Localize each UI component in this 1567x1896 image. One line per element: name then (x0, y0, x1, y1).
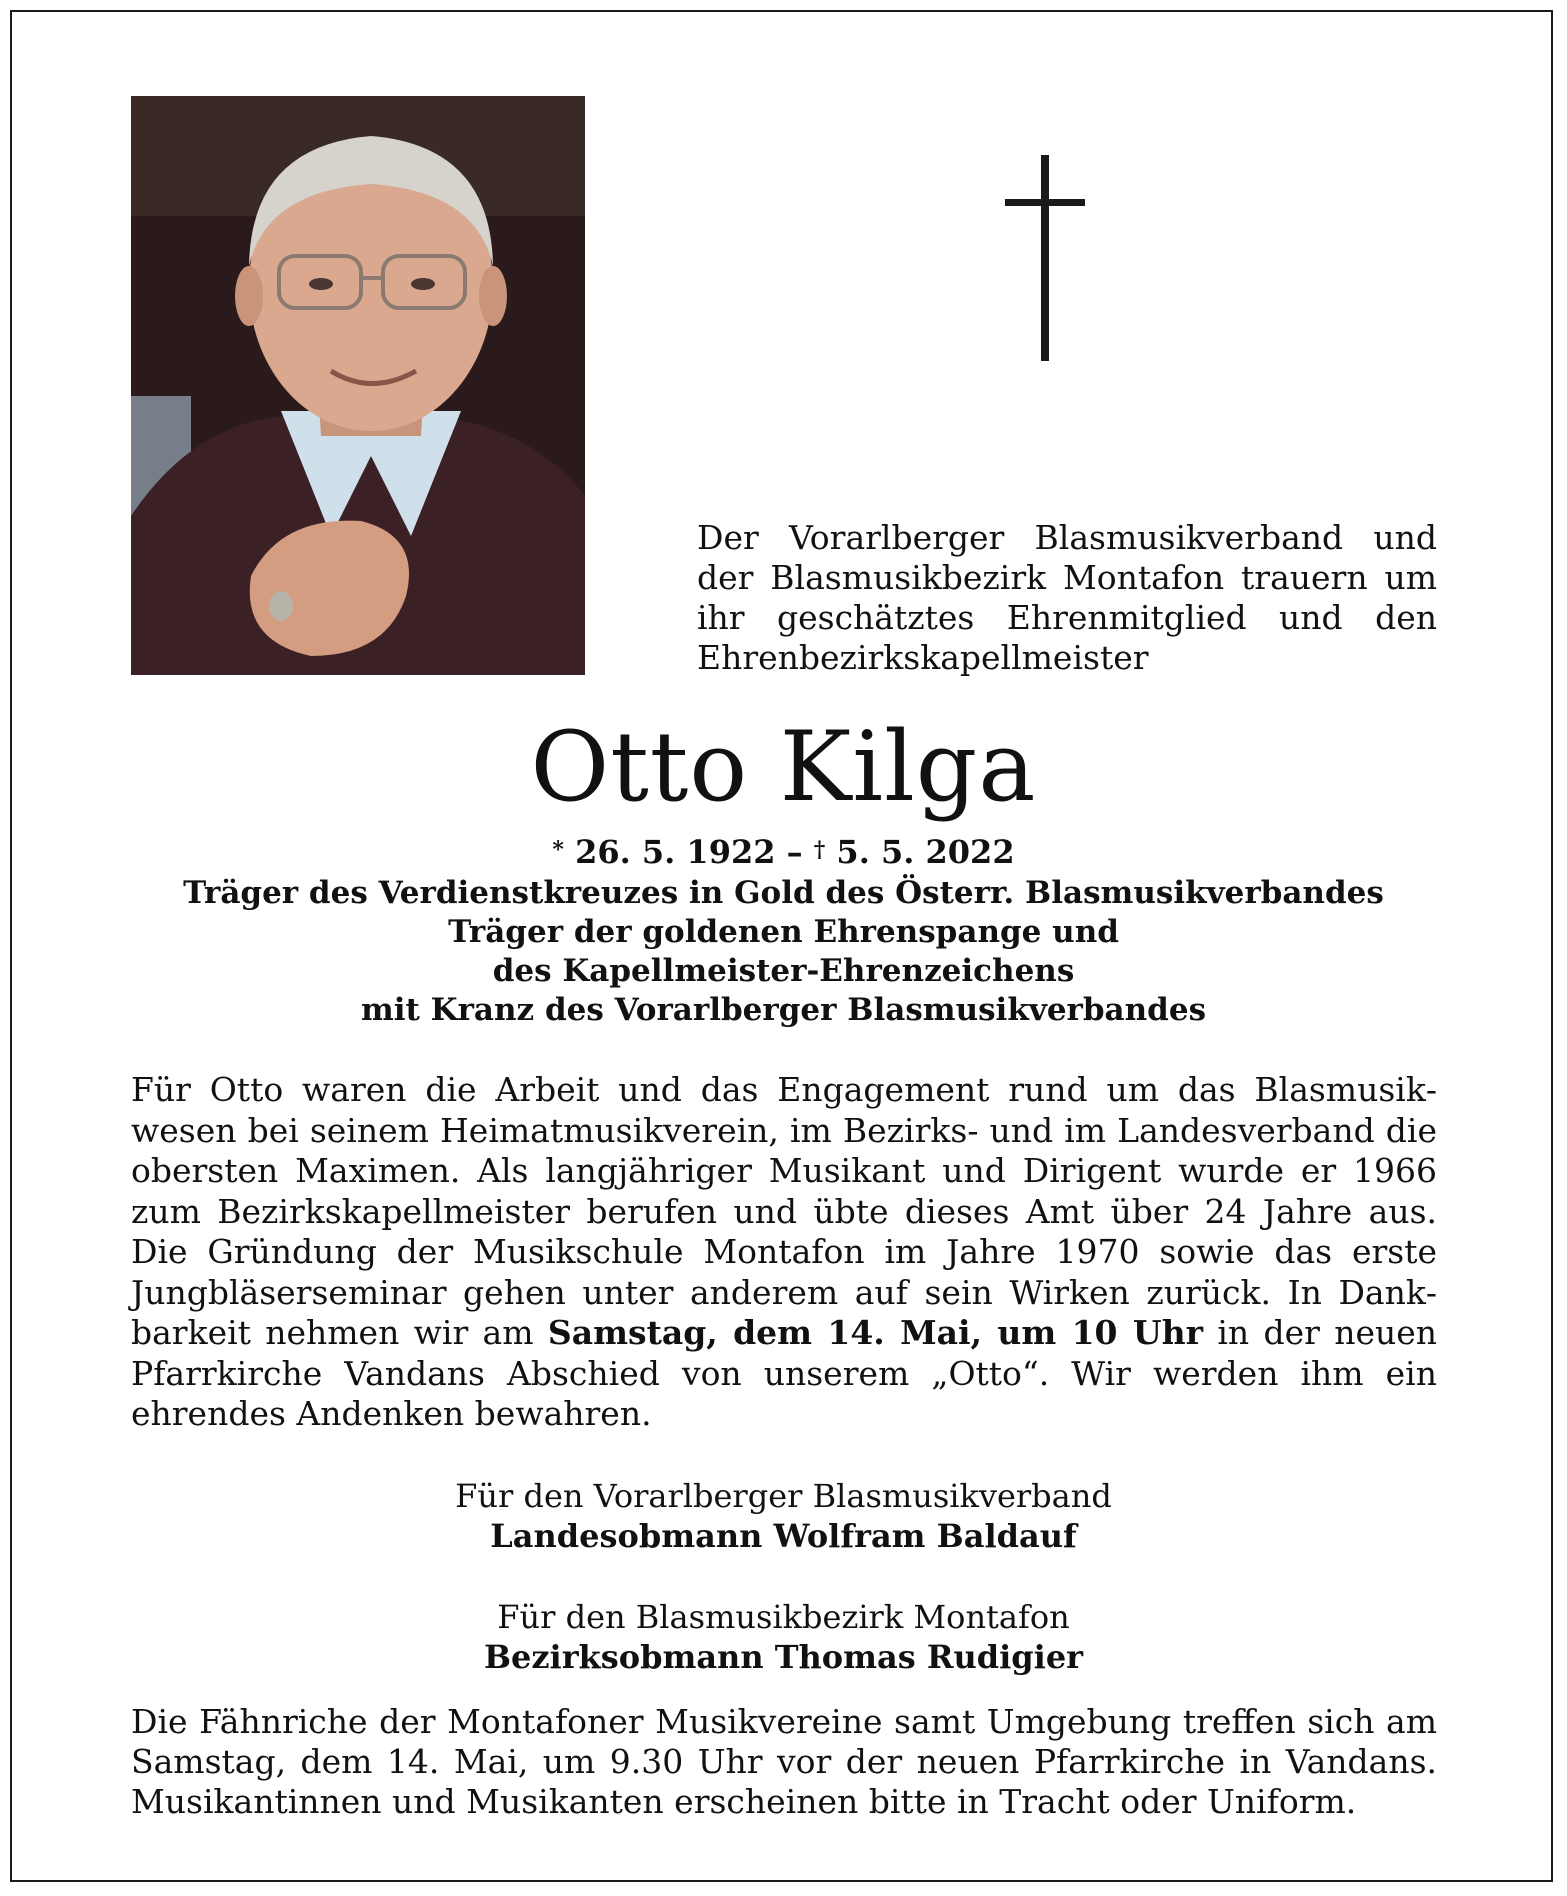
funeral-date-highlight: Samstag, dem 14. Mai, um 10 Uhr (547, 1313, 1203, 1352)
birth-mark: * (552, 837, 564, 863)
birth-date: 26. 5. 1922 (575, 833, 776, 871)
portrait-photo (131, 96, 585, 675)
honor-line: des Kapellmeister-Ehrenzeichens (492, 953, 1075, 989)
date-separator: – (775, 833, 814, 871)
death-date: 5. 5. 2022 (836, 833, 1015, 871)
body-text-end: in der neuen Pfarrkirche Vandans Abschied von unserem „Otto“. Wir werden ihm ein ehrendes Andenken bewahren. (131, 1313, 1438, 1433)
honor-line: Träger des Verdienstkreuzes in Gold des Österr. Blasmusikverbandes (183, 875, 1384, 911)
signature-organisation: Für den Vorarlberger Blasmusikverband (455, 1477, 1112, 1515)
signature-block (0, 1476, 1567, 1556)
intro-text: Der Vorarlberger Blasmusikverband und der Blasmusikbezirk Montafon trauern um ihr geschätztes Ehrenmitglied und den Ehrenbezirkskapellmeister (697, 518, 1437, 677)
cross-icon (1005, 155, 1085, 361)
signature-role: Bezirksobmann Thomas Rudigier (483, 1638, 1084, 1676)
death-mark: † (813, 837, 826, 863)
body-text-start: Für Otto waren die Arbeit und das Engagement rund um das Blasmusikwesen bei seinem Heimatmusikverein, im Bezirks- und im Landesverband die obersten Maximen. Als langjähriger Musikant und Dirigent wurde er 1966 zum Bezirkskapellmeister berufen und übte dieses Amt über 24 Jahre aus. Die Gründung der Musikschule Montafon im Jahre 1970 sowie das erste Jungbläserseminar gehen unter anderem auf sein Wirken zurück. In Dankbarkeit nehmen wir am (131, 1070, 1437, 1352)
portrait-photo-icon (131, 96, 585, 675)
signature-role: Landesobmann Wolfram Baldauf (490, 1517, 1077, 1555)
signature-organisation: Für den Blasmusikbezirk Montafon (497, 1598, 1070, 1636)
deceased-name: Otto Kilga (530, 711, 1037, 823)
body-paragraph (131, 1070, 1437, 1435)
honor-line: Träger der goldenen Ehrenspange und (448, 914, 1119, 950)
honor-line: mit Kranz des Vorarlberger Blasmusikverbandes (360, 992, 1207, 1028)
honors-list (0, 874, 1567, 1030)
life-dates (0, 832, 1567, 872)
footer-paragraph: Die Fähnriche der Montafoner Musikvereine samt Umgebung treffen sich am Samstag, dem 14. Mai, um 9.30 Uhr vor der neuen Pfarrkirche in Vandans. Musikantinnen und Musikanten erscheinen bitte in Tracht oder Uniform. (131, 1702, 1437, 1821)
signature-block (0, 1597, 1567, 1677)
